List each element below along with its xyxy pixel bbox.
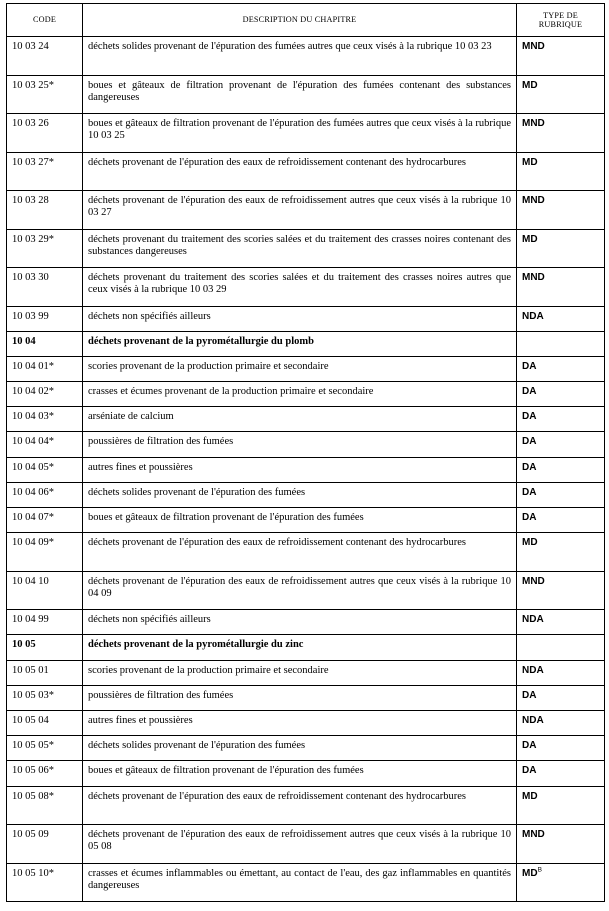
row-type-value: DA [522,486,537,498]
row-type-value: DA [522,360,537,372]
row-type-value: DA [522,461,537,473]
row-type [517,863,605,902]
table-row [7,482,605,507]
row-code: 10 04 02* [7,382,83,407]
row-description: déchets provenant du traitement des scories salées et du traitement des crasses noires autres que ceux visés à la rubrique 10 03 29 [83,268,517,307]
row-code: 10 03 25* [7,75,83,114]
row-description: déchets provenant de la pyrométallurgie du zinc [83,635,517,660]
row-type [517,736,605,761]
row-description: boues et gâteaux de filtration provenant de l'épuration des fumées contenant des substances dangereuses [83,75,517,114]
row-code: 10 04 10 [7,571,83,610]
row-code: 10 05 09 [7,825,83,864]
row-code: 10 05 08* [7,786,83,825]
row-code: 10 03 27* [7,152,83,191]
row-type-value: MND [522,829,545,840]
row-type-value: MND [522,118,545,129]
row-type [517,710,605,735]
row-type [517,268,605,307]
row-type-value: MD [522,79,538,91]
row-type [517,114,605,153]
row-code: 10 03 99 [7,306,83,331]
row-description: déchets non spécifiés ailleurs [83,610,517,635]
table-body [7,37,605,902]
row-code: 10 05 03* [7,685,83,710]
row-code: 10 03 29* [7,229,83,268]
table-row [7,268,605,307]
row-type [517,407,605,432]
row-description: déchets provenant de l'épuration des eaux de refroidissement autres que ceux visés à la rubrique 10 03 27 [83,191,517,230]
row-type [517,610,605,635]
row-type-value: MND [522,575,545,587]
row-type [517,660,605,685]
row-type [517,382,605,407]
table-row [7,863,605,902]
row-type-value: MD [522,867,538,879]
row-code: 10 04 01* [7,356,83,381]
row-description: crasses et écumes inflammables ou émettant, au contact de l'eau, des gaz inflammables en quantités dangereuses [83,863,517,902]
row-code: 10 05 [7,635,83,660]
section-row [7,331,605,356]
row-type [517,786,605,825]
row-type-value: NDA [522,664,544,676]
row-type-value: NDA [522,614,544,626]
row-type-value: MND [522,272,545,283]
row-description: scories provenant de la production primaire et secondaire [83,660,517,685]
row-type [517,229,605,268]
header-type-line2: RUBRIQUE [538,20,583,29]
row-description: déchets provenant de l'épuration des eaux de refroidissement autres que ceux visés à la rubrique 10 04 09 [83,571,517,610]
table-row [7,382,605,407]
table-row [7,191,605,230]
row-type [517,191,605,230]
row-code: 10 04 05* [7,457,83,482]
table-row [7,533,605,572]
row-type-value: DA [522,436,537,448]
row-type-value: DA [522,740,537,752]
row-type-value: MND [522,195,545,206]
row-code: 10 03 30 [7,268,83,307]
row-description: poussières de filtration des fumées [83,432,517,457]
table-row [7,457,605,482]
row-description: déchets solides provenant de l'épuration des fumées [83,736,517,761]
row-type [517,37,605,76]
row-type [517,635,605,660]
row-type [517,457,605,482]
header-description: DESCRIPTION DU CHAPITRE [83,4,517,37]
row-type-value: MD [522,233,538,245]
row-type [517,571,605,610]
row-description: scories provenant de la production primaire et secondaire [83,356,517,381]
row-type-value: MD [522,156,538,168]
row-code: 10 03 28 [7,191,83,230]
table-header-row [7,4,605,37]
row-description: boues et gâteaux de filtration provenant de l'épuration des fumées [83,761,517,786]
table-row [7,356,605,381]
row-type-value: DA [522,689,537,701]
row-description: déchets solides provenant de l'épuration des fumées autres que ceux visés à la rubrique 10 03 23 [83,37,517,76]
row-type-value: MD [522,537,538,549]
table-row [7,432,605,457]
row-type [517,306,605,331]
row-type [517,75,605,114]
row-type [517,331,605,356]
table-row [7,407,605,432]
table-row [7,508,605,533]
row-code: 10 03 26 [7,114,83,153]
row-code: 10 05 04 [7,710,83,735]
row-code: 10 05 10* [7,863,83,902]
header-type-line1: TYPE DE [543,10,578,20]
table-row [7,229,605,268]
row-type [517,356,605,381]
waste-code-table [6,3,605,902]
row-description: boues et gâteaux de filtration provenant de l'épuration des fumées [83,508,517,533]
row-code: 10 04 03* [7,407,83,432]
row-type-value: MND [522,41,545,52]
table-row [7,571,605,610]
row-description: arséniate de calcium [83,407,517,432]
row-description: autres fines et poussières [83,710,517,735]
table-row [7,152,605,191]
row-code: 10 04 [7,331,83,356]
row-type [517,482,605,507]
table-row [7,114,605,153]
row-description: déchets provenant de l'épuration des eaux de refroidissement contenant des hydrocarbures [83,152,517,191]
row-code: 10 04 09* [7,533,83,572]
row-type [517,432,605,457]
table-row [7,710,605,735]
table-row [7,761,605,786]
row-description: déchets solides provenant de l'épuration des fumées [83,482,517,507]
row-type [517,152,605,191]
header-type [517,4,605,37]
row-type [517,685,605,710]
table-row [7,75,605,114]
row-description: crasses et écumes provenant de la production primaire et secondaire [83,382,517,407]
table-row [7,825,605,864]
row-type [517,825,605,864]
row-type-value: NDA [522,310,544,322]
row-type-value: DA [522,765,537,777]
row-description: poussières de filtration des fumées [83,685,517,710]
row-description: déchets provenant de l'épuration des eaux de refroidissement autres que ceux visés à la rubrique 10 05 08 [83,825,517,864]
row-type-value: NDA [522,714,544,726]
row-description: déchets provenant de l'épuration des eaux de refroidissement contenant des hydrocarbures [83,786,517,825]
row-code: 10 03 24 [7,37,83,76]
table-row [7,306,605,331]
table-row [7,736,605,761]
row-type [517,533,605,572]
header-code: CODE [7,4,83,37]
row-type-footnote: B [537,866,542,874]
row-type-value: MD [522,790,538,802]
section-row [7,635,605,660]
row-code: 10 04 06* [7,482,83,507]
row-code: 10 05 01 [7,660,83,685]
row-type-value: DA [522,512,537,523]
table-row [7,786,605,825]
row-description: déchets provenant de l'épuration des eaux de refroidissement contenant des hydrocarbures [83,533,517,572]
row-code: 10 04 04* [7,432,83,457]
row-description: déchets non spécifiés ailleurs [83,306,517,331]
row-type [517,761,605,786]
row-description: autres fines et poussières [83,457,517,482]
row-type [517,508,605,533]
table-row [7,610,605,635]
table-row [7,660,605,685]
row-code: 10 04 99 [7,610,83,635]
row-description: déchets provenant du traitement des scories salées et du traitement des crasses noires contenant des substances dangereuses [83,229,517,268]
row-code: 10 05 06* [7,761,83,786]
row-code: 10 05 05* [7,736,83,761]
row-type-value: DA [522,386,537,398]
row-code: 10 04 07* [7,508,83,533]
row-description: boues et gâteaux de filtration provenant de l'épuration des fumées autres que ceux visés à la rubrique 10 03 25 [83,114,517,153]
row-type-value: DA [522,411,537,423]
table-row [7,37,605,76]
table-row [7,685,605,710]
row-description: déchets provenant de la pyrométallurgie du plomb [83,331,517,356]
